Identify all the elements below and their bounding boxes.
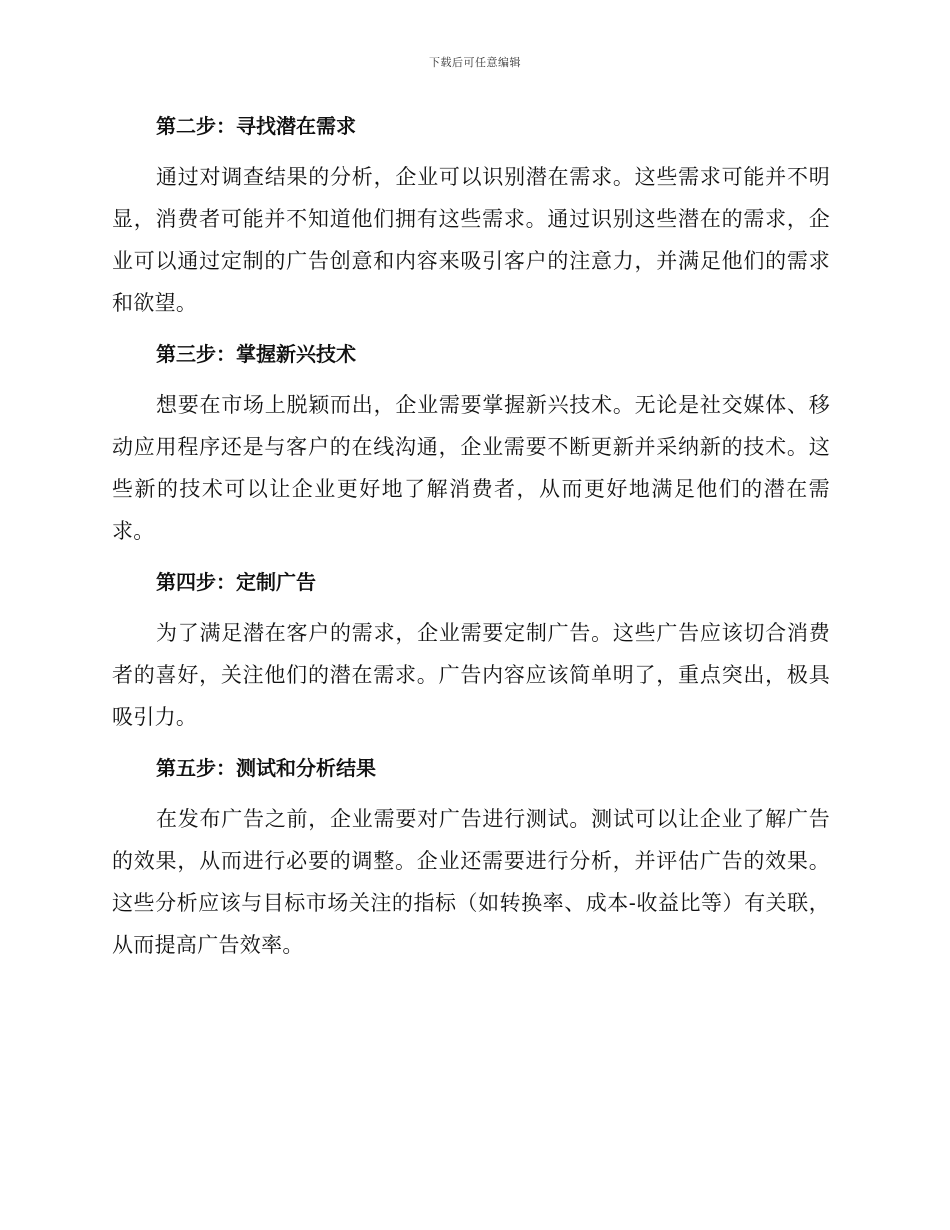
document-body xyxy=(112,106,830,976)
header-note: 下载后可任意编辑 xyxy=(429,56,521,69)
section-paragraph-step-5: 在发布广告之前，企业需要对广告进行测试。测试可以让企业了解广告的效果，从而进行必要的调整。企业还需要进行分析，并评估广告的效果。这些分析应该与目标市场关注的指标（如转换率、成本-收益比等）有关联，从而提高广告效率。 xyxy=(112,807,830,957)
section-heading-step-4: 第四步：定制广告 xyxy=(156,570,316,594)
section-heading-step-3: 第三步：掌握新兴技术 xyxy=(156,342,356,366)
section-paragraph-step-2: 通过对调查结果的分析，企业可以识别潜在需求。这些需求可能并不明显，消费者可能并不知道他们拥有这些需求。通过识别这些潜在的需求，企业可以通过定制的广告创意和内容来吸引客户的注意力，并满足他们的需求和欲望。 xyxy=(112,165,830,315)
section-paragraph-step-3: 想要在市场上脱颖而出，企业需要掌握新兴技术。无论是社交媒体、移动应用程序还是与客户的在线沟通，企业需要不断更新并采纳新的技术。这些新的技术可以让企业更好地了解消费者，从而更好地满足他们的潜在需求。 xyxy=(112,393,830,543)
section-paragraph-step-4: 为了满足潜在客户的需求，企业需要定制广告。这些广告应该切合消费者的喜好，关注他们的潜在需求。广告内容应该简单明了，重点突出，极具吸引力。 xyxy=(112,621,830,729)
section-heading-step-5: 第五步：测试和分析结果 xyxy=(156,756,376,780)
section-heading-step-2: 第二步：寻找潜在需求 xyxy=(156,114,356,138)
